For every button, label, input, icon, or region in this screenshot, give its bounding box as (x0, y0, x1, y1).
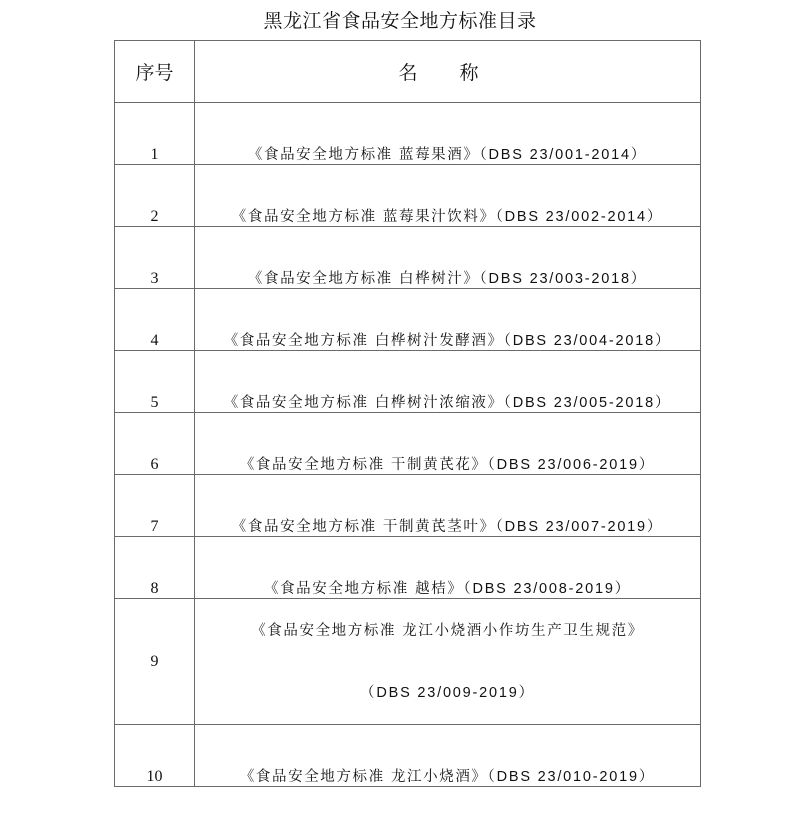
document-title: 黑龙江省食品安全地方标准目录 (263, 10, 537, 32)
standard-code: （DBS 23/004-2018） (503, 333, 672, 349)
standard-code: （DBS 23/002-2014） (495, 209, 664, 225)
row-name (195, 103, 701, 165)
header-number: 序号 (115, 41, 195, 103)
standard-title: 《食品安全地方标准 白桦树汁》 (247, 271, 480, 287)
table-row (115, 725, 701, 787)
standard-code: （DBS 23/007-2019） (495, 519, 664, 535)
table-row (115, 227, 701, 289)
standard-title: 《食品安全地方标准 干制黄芪茎叶》 (231, 519, 496, 535)
standard-code: （DBS 23/006-2019） (487, 457, 656, 473)
row-name (195, 289, 701, 351)
table-row (115, 103, 701, 165)
row-number: 7 (115, 475, 195, 537)
row-number: 3 (115, 227, 195, 289)
row-name (195, 537, 701, 599)
row-number: 4 (115, 289, 195, 351)
table-row (115, 475, 701, 537)
header-name (195, 41, 701, 103)
standard-title: 《食品安全地方标准 白桦树汁浓缩液》 (223, 395, 504, 411)
standard-title: 《食品安全地方标准 干制黄芪花》 (239, 457, 488, 473)
standard-title: 《食品安全地方标准 龙江小烧酒》 (239, 769, 488, 785)
row-name (195, 725, 701, 787)
row-number: 1 (115, 103, 195, 165)
row-number: 2 (115, 165, 195, 227)
standard-code: （DBS 23/005-2018） (503, 395, 672, 411)
table-row (115, 165, 701, 227)
standard-title: 《食品安全地方标准 白桦树汁发酵酒》 (223, 333, 504, 349)
table-row (115, 289, 701, 351)
standards-table (114, 40, 701, 787)
standard-title: 《食品安全地方标准 蓝莓果汁饮料》 (231, 209, 496, 225)
row-number: 10 (115, 725, 195, 787)
table-row (115, 537, 701, 599)
standard-code: （DBS 23/008-2019） (463, 581, 632, 597)
standard-code: （DBS 23/009-2019） (360, 684, 535, 701)
row-name (195, 599, 701, 725)
row-number: 5 (115, 351, 195, 413)
table-row (115, 599, 701, 725)
row-name (195, 475, 701, 537)
table-header-row (115, 41, 701, 103)
row-name (195, 413, 701, 475)
row-name (195, 351, 701, 413)
standard-code: （DBS 23/003-2018） (479, 271, 648, 287)
table-row (115, 351, 701, 413)
standard-title: 《食品安全地方标准 越桔》 (263, 581, 464, 597)
row-number: 9 (115, 599, 195, 725)
row-number: 6 (115, 413, 195, 475)
row-name (195, 227, 701, 289)
standard-title: 《食品安全地方标准 龙江小烧酒小作坊生产卫生规范》 (251, 622, 644, 639)
row-name (195, 165, 701, 227)
standard-code: （DBS 23/001-2014） (479, 147, 648, 163)
table-row (115, 413, 701, 475)
standard-code: （DBS 23/010-2019） (487, 769, 656, 785)
header-name-label: 名 称 (398, 62, 497, 84)
standard-title: 《食品安全地方标准 蓝莓果酒》 (247, 147, 480, 163)
row-number: 8 (115, 537, 195, 599)
